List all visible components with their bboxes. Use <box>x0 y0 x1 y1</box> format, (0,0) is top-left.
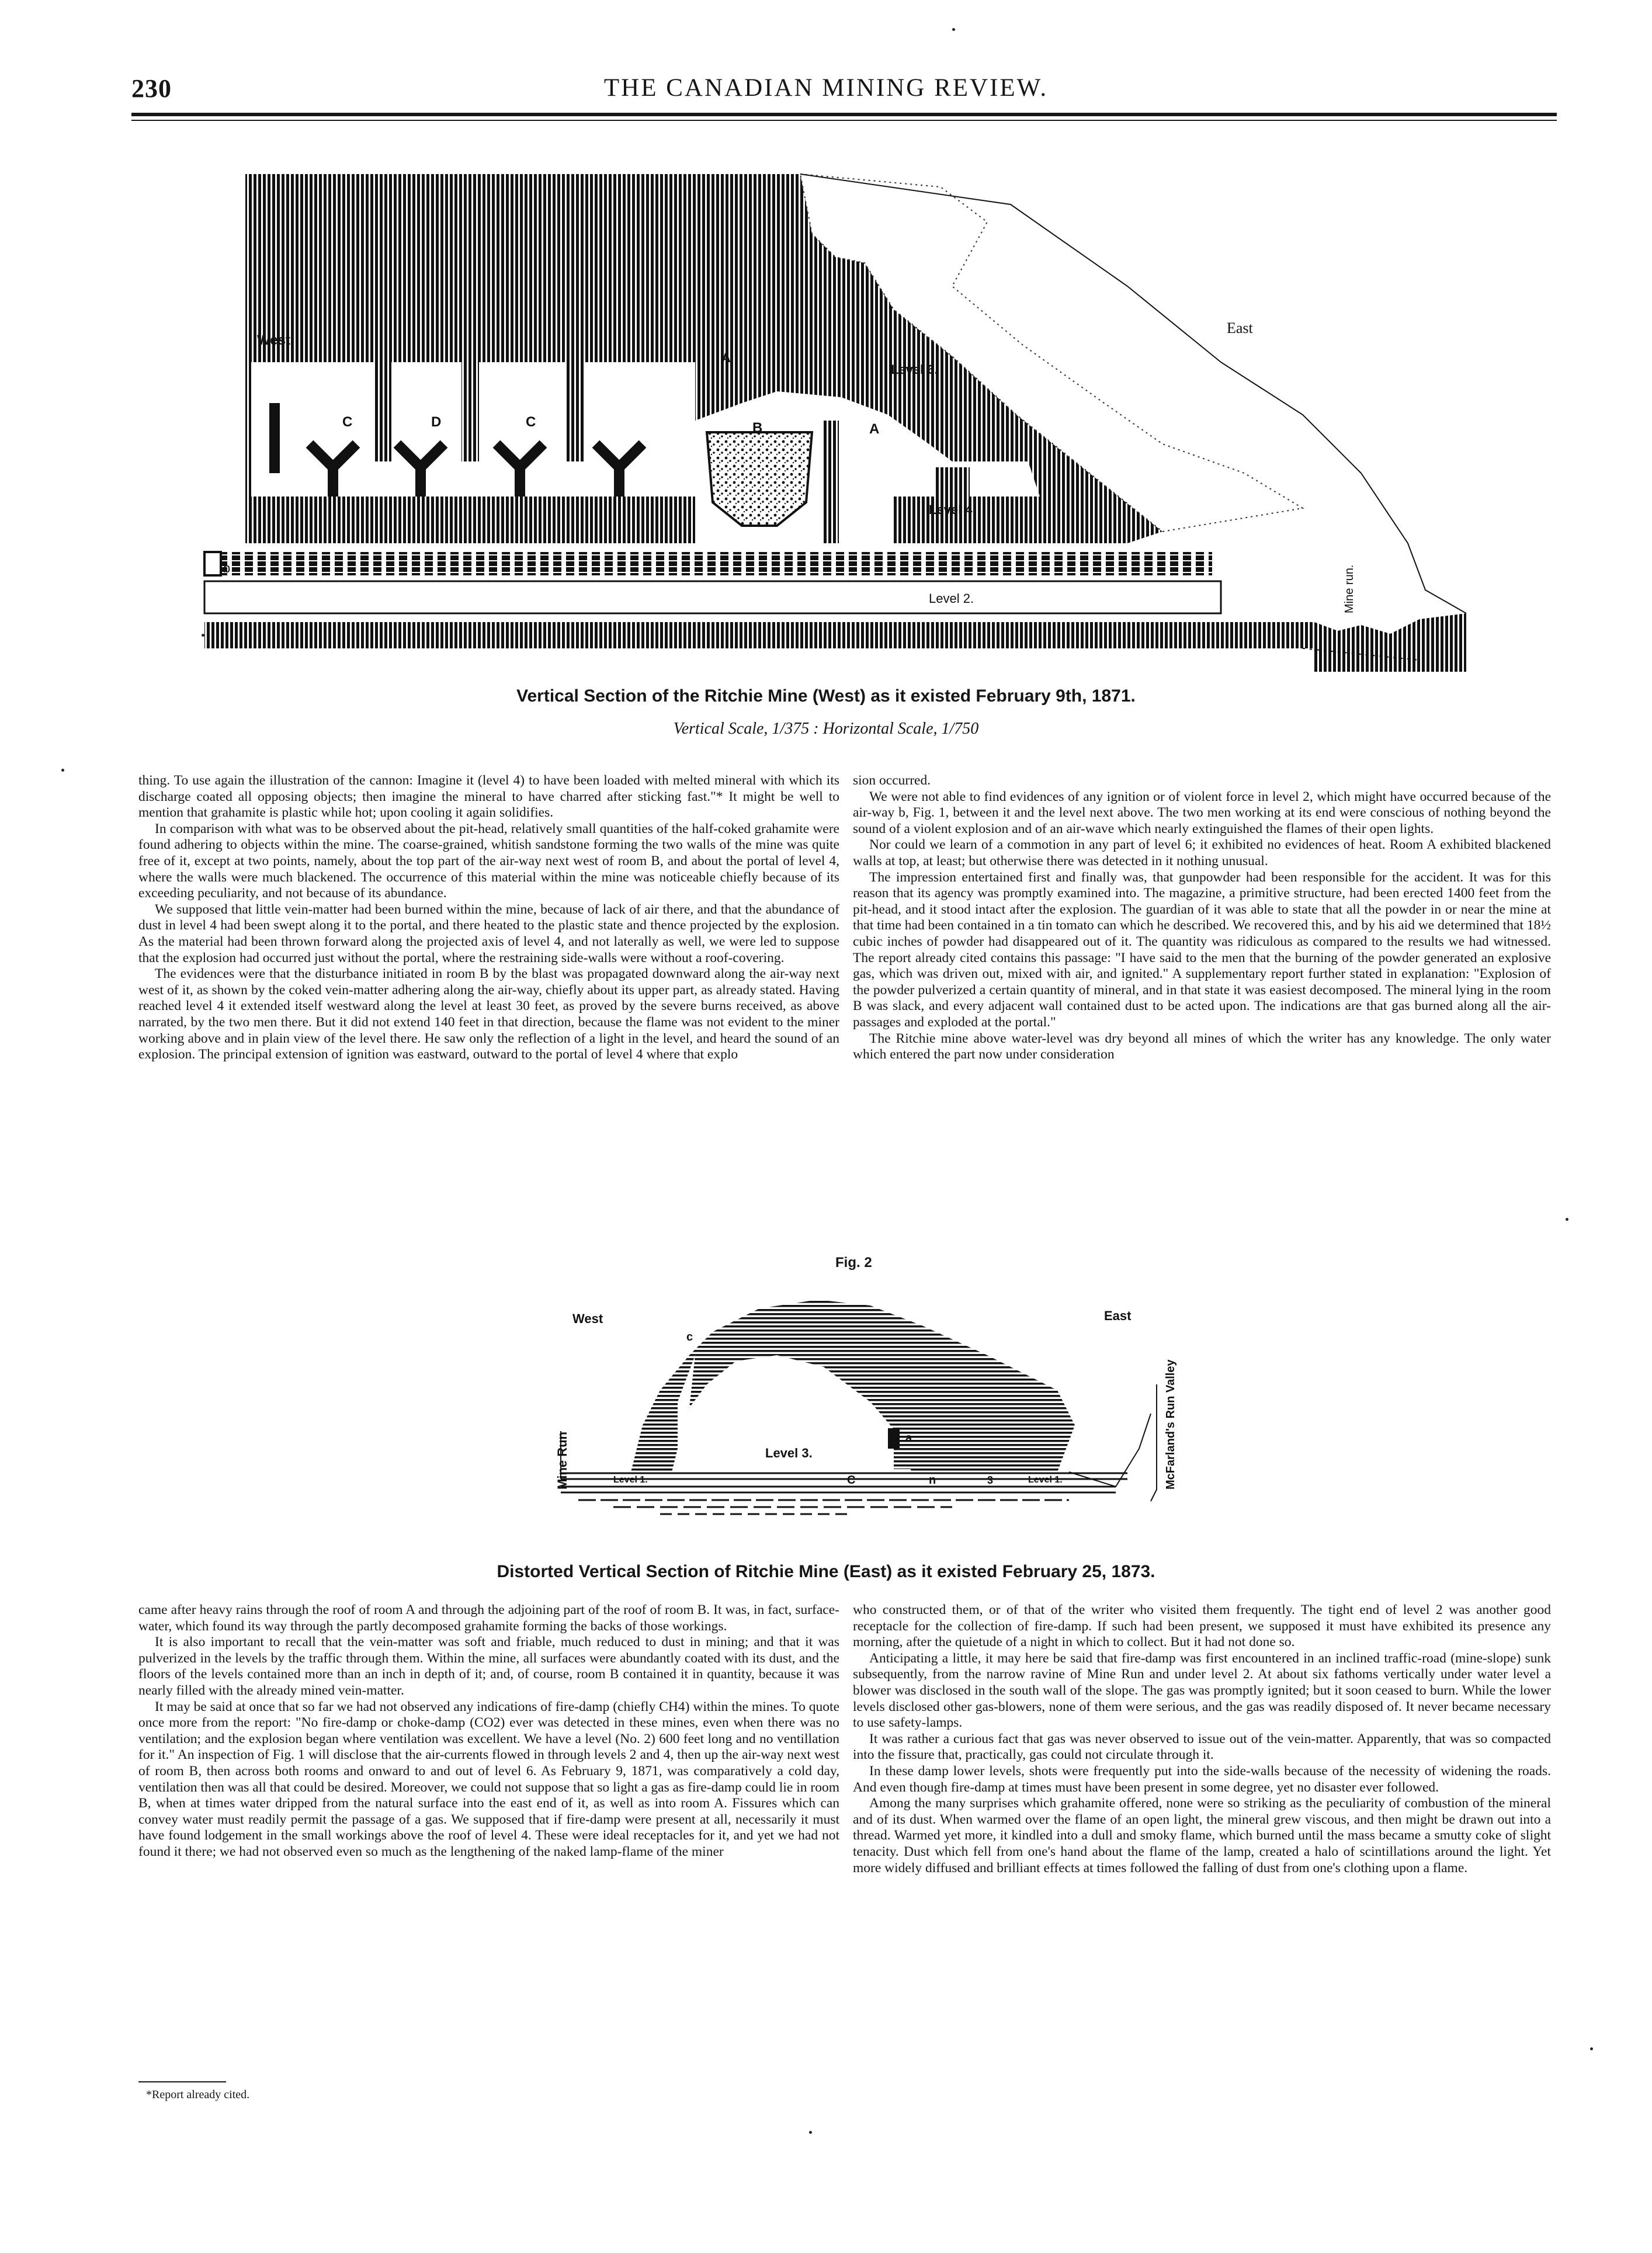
paragraph: sion occurred. <box>853 773 931 788</box>
header-rule-thin <box>131 120 1557 121</box>
paragraph: In these damp lower levels, shots were frequently put into the side-walls because of the necessity of widening the roads. And even though fire-damp at times must have been present in some degree, yet no disaster ever followed. <box>853 1763 1551 1795</box>
paragraph: The impression entertained first and finally was, that gunpowder had been responsible for the accident. It was for this reason that its agency was promptly examined into. The magazine, a primitive structure, had been erected 1400 feet from the pit-head, and it stood intact after the explosion. The guardian of it was able to state that all the powder in or near the mine at that time had been contained in a tin tomato can which he described. We recovered this, and by his aid we determined that 18½ cubic inches of powder had disappeared out of it. The quantity was ridiculous as compared to the results we had witnessed. The report already cited contains this passage: "I have said to the men that the burning of the powder generated an explosive gas, which was driven out, mixed with air, and ignited." A supplementary report further stated in explanation: "Explosion of the powder pulverized a certain quantity of mineral, and in that state it was easiest decomposed. The mineral lying in the room B was slack, and every adjacent wall contained dust to be acted upon. The indications are that gas burned along all the air-passages and exploded at the portal." <box>853 869 1551 1030</box>
bottom-strata <box>204 613 1466 672</box>
fig1-east-label: East <box>1227 320 1253 336</box>
fig1-room-d-label: D <box>431 414 442 430</box>
page-number: 230 <box>131 74 172 103</box>
fig1-level6-label: Level 6. <box>891 362 938 377</box>
fig1-level2-label: Level 2. <box>929 591 974 606</box>
fig2-c-upper-label: c <box>686 1331 693 1344</box>
fig2-three-label: 3 <box>987 1474 994 1486</box>
paragraph: Nor could we learn of a commotion in any part of level 6; it exhibited no evidences of heat. Room A exhibited blackened walls at top, at least; but otherwise there was detected in it nothing unusual. <box>853 837 1551 869</box>
fig1-room-a-upper-label: A <box>721 350 731 365</box>
figure-1-scale: Vertical Scale, 1/375 : Horizontal Scale, 1/750 <box>673 720 979 738</box>
paragraph: came after heavy rains through the roof of room A and through the adjoining part of the roof of room B. It was, in fact, surface-water, which found its way through the partly decomposed grahamite forming the backs of those workings. <box>138 1602 839 1634</box>
figure-1-mine-section <box>193 169 1478 678</box>
print-speck <box>202 634 204 637</box>
print-speck <box>809 2131 812 2134</box>
paragraph: Among the many surprises which grahamite offered, none were so striking as the peculiarity of combustion of the mineral and of its dust. When warmed over the flame of an open light, the mineral grew viscous, and then might be drawn out into a thread. Warmed yet more, it kindled into a dull and smoky flame, which burned until the mass became a smutty coke of slight tenacity. Dust which fell from one's hand about the flame of the lamp, created a halo of scintillations around the light. Yet more widely diffused and brilliant effects at times followed the falling of dust from one's clothing upon a flame. <box>853 1796 1551 1876</box>
fig2-c-lower-label: C <box>847 1474 856 1487</box>
fig1-level4-label: Level 4 <box>929 502 973 517</box>
fig1-mine-run-label: Mine run. <box>1343 564 1356 613</box>
level-2-gallery <box>204 581 1221 613</box>
paragraph: We supposed that little vein-matter had been burned within the mine, because of lack of air there, and that the abundance of dust in level 4 had been swept along it to the portal, and there heated to the plastic state and thence projected by the explosion. As the material had been thrown forward along the projected axis of level 4, and not laterally as well, we were led to suppose that the explosion had occurred just without the portal, where the restraining side-walls were without a roof-covering. <box>138 901 839 966</box>
paragraph: thing. To use again the illustration of the cannon: Imagine it (level 4) to have been loaded with melted mineral with which its discharge coated all opposing objects; then imagine the mineral to have charred after sticking fast."* It might be well to mention that grahamite is plastic while hot; upon cooling it again solidifies. <box>138 773 839 821</box>
publication-title: THE CANADIAN MINING REVIEW. <box>603 74 1049 102</box>
fig1-west-label: West <box>257 332 290 348</box>
fig1-airway-b-label: b <box>223 561 231 575</box>
fig2-east-label: East <box>1104 1308 1132 1323</box>
fig1-room-b-label: B <box>752 420 763 436</box>
text-column-1 <box>138 773 839 1063</box>
text-column-2 <box>853 773 1551 1063</box>
paragraph: The evidences were that the disturbance initiated in room B by the blast was propagated downward along the air-way next west of it, as shown by the coked vein-matter adhering along the air-way, chiefly about its upper part, as already stated. Having reached level 4 it extended itself westward along the level at least 30 feet, as proved by the severe burns received, as above narrated, by the two men there. But it did not extend 140 feet in that direction, because the flame was not evident to the miner working above and in plain view of the level there. He saw only the reflection of a light in the level, and heard the sound of an explosion. The principal extension of ignition was eastward, outward to the portal of level 4 where that explo <box>138 966 839 1063</box>
paragraph: It may be said at once that so far we had not observed any indications of fire-damp (chiefly CH4) within the mines. To quote once more from the report: "No fire-damp or choke-damp (CO2) ever was detected in these mines, even when there was no ventilation; and the explosion began where ventilation was excellent. We have a level (No. 2) 600 feet long and no ventillation for it." An inspection of Fig. 1 will disclose that the air-currents flowed in through levels 2 and 4, then up the air-way next west of room B, then across both rooms and onward to and out of level 6. As February 9, 1871, was comparatively a cold day, ventilation then was all that could be desired. Moreover, we could not suppose that so light a gas as fire-damp could lie in room B, when at times water dripped from the natural surface into the east end of it, as well as into room A. Fissures which can convey water must readily permit the passage of a gas. We supposed that if fire-damp were present at all, necessarily it must have found lodgement in the small workings above the roof of level 4. These were ideal receptacles for it, and yet we had not found it there; we had not observed even so much as the lengthening of the naked lamp-flame of the miner <box>138 1699 839 1859</box>
footnote-rule <box>138 2081 226 2082</box>
room-block <box>894 1434 1051 1469</box>
fig2-mine-run-label: Mine Run <box>555 1432 570 1490</box>
fig1-room-a-label: A <box>869 421 880 437</box>
figure-2-caption: Distorted Vertical Section of Ritchie Mine (East) as it existed February 25, 1873. <box>497 1562 1155 1581</box>
print-speck <box>952 28 955 31</box>
fig2-a-label: a <box>905 1432 912 1445</box>
text-column-4 <box>853 1602 1551 1876</box>
fig2-n-label: n <box>929 1474 936 1487</box>
fig2-valley-label: McFarland's Run Valley <box>1164 1359 1177 1490</box>
fig2-level1-left-label: Level 1. <box>613 1475 648 1485</box>
print-speck <box>1590 2047 1593 2050</box>
level-4-gallery <box>204 552 1212 575</box>
print-speck <box>61 769 64 772</box>
footnote: *Report already cited. <box>146 2088 250 2101</box>
paragraph: In comparison with what was to be observed about the pit-head, relatively small quantities of the half-coked grahamite were found adhering to objects within the mine. The coarse-grained, whitish sandstone forming the two walls of the mine was quite free of it, except at two points, namely, about the top part of the air-way next west of room B, and about the portal of level 4, where the walls were much blackened. The occurrence of this material within the mine was noticeable chiefly because of its exceeding peculiarity, and not because of its abundance. <box>138 821 839 901</box>
fig1-room-c1-label: C <box>342 414 353 430</box>
text-column-3 <box>138 1602 839 1860</box>
valley-edge <box>1151 1384 1157 1501</box>
paragraph: We were not able to find evidences of any ignition or of violent force in level 2, which might have occurred because of the air-way b, Fig. 1, between it and the level next above. The two men working at its end were conscious of nothing beyond the sound of a violent explosion and of an air-wave which nearly extinguished the flames of their open lights. <box>853 789 1551 836</box>
figure-2-mine-section <box>543 1256 1203 1554</box>
figure-2-label: Fig. 2 <box>835 1255 872 1270</box>
paragraph: who constructed them, or of that of the writer who visited them frequently. The tight end of level 2 was another good receptacle for the collection of fire-damp. If such had been present, we supposed it must have exhibited its presence any morning, after the quietude of a night in which to collect. But it had not done so. <box>853 1602 1551 1650</box>
valley-slope <box>1069 1414 1151 1487</box>
fig2-level1-right-label: Level 1. <box>1028 1475 1063 1485</box>
figure-1-caption: Vertical Section of the Ritchie Mine (West) as it existed February 9th, 1871. <box>516 686 1136 706</box>
post-a <box>888 1428 900 1449</box>
paragraph: It is also important to recall that the vein-matter was soft and friable, much reduced to dust in mining; and that it was pulverized in the levels by the traffic through them. Within the mine, all surfaces were abundantly coated with its dust, and the floors of the levels contained more than an inch in depth of it; and, of course, room B contained it in quantity, because it was nearly filled with the already mined vein-matter. <box>138 1634 839 1698</box>
paragraph: Anticipating a little, it may here be said that fire-damp was first encountered in an inclined traffic-road (mine-slope) sunk subsequently, from the narrow ravine of Mine Run and under level 2. At about six fathoms vertically under water level a blower was disclosed in the south wall of the slope. The gas was promptly ignited; but it soon ceased to burn. While the lower levels disclosed other gas-blowers, none of them were serious, and the gas was readily disposed of. It never became necessary to use safety-lamps. <box>853 1650 1551 1731</box>
paragraph: It was rather a curious fact that gas was never observed to issue out of the vein-matter. Apparently, that was so compacted into the fissure that, practically, gas could not circulate through it. <box>853 1731 1551 1763</box>
fig1-room-c2-label: C <box>526 414 536 430</box>
fig2-level3-label: Level 3. <box>765 1446 813 1460</box>
fig2-west-label: West <box>572 1311 603 1326</box>
header-rule-thick <box>131 113 1557 116</box>
print-speck <box>1566 1218 1568 1221</box>
paragraph: The Ritchie mine above water-level was dry beyond all mines of which the writer has any knowledge. The only water which entered the part now under consideration <box>853 1030 1551 1063</box>
